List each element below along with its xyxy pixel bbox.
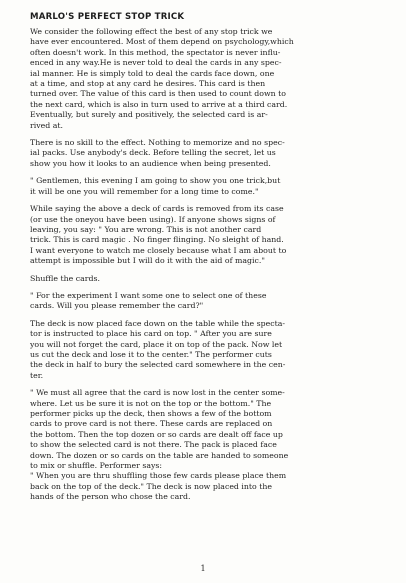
text-line: There is no skill to the effect. Nothing to memorize and no spec- <box>30 138 285 148</box>
text-line: to show the selected card is not there. The pack is placed face <box>30 440 277 450</box>
text-line: back on the top of the deck." The deck is now placed into the <box>30 481 272 491</box>
text-line: to mix or shuffle. Performer says: <box>30 461 163 471</box>
page-number: 1 <box>200 564 206 573</box>
text-line: The deck is now placed face down on the table while the specta- <box>30 318 285 328</box>
text-line: cards to prove card is not there. These cards are replaced on <box>30 419 273 429</box>
paragraph <box>30 204 382 266</box>
paragraph <box>30 291 382 312</box>
text-line: ial manner. He is simply told to deal the cards face down, one <box>30 68 275 78</box>
text-line: " Gentlemen, this evening I am going to show you one trick,but <box>30 176 281 186</box>
text-line: ial packs. Use anybody's deck. Before telling the secret, let us <box>30 148 276 158</box>
paragraph <box>30 274 382 284</box>
text-line: us cut the deck and lose it to the center." The performer cuts <box>30 349 272 359</box>
text-line: hands of the person who chose the card. <box>30 492 191 502</box>
text-line: enced in any way.He is never told to deal the cards in any spec- <box>30 58 282 68</box>
text-line: " We must all agree that the card is now lost in the center some- <box>30 388 285 398</box>
text-line: I want everyone to watch me closely because what I am about to <box>30 245 287 255</box>
text-line: While saying the above a deck of cards is removed from its case <box>30 204 284 214</box>
text-line: ter. <box>30 370 44 380</box>
paragraph <box>30 176 382 197</box>
text-line: you will not forget the card, place it on top of the pack. Now let <box>30 339 283 349</box>
text-line: tor is instructed to place his card on top. " After you are sure <box>30 329 272 339</box>
text-line: show you how it looks to an audience when being presented. <box>30 158 271 168</box>
paragraph <box>30 388 382 502</box>
text-line: turned over. The value of this card is then used to count down to <box>30 89 286 99</box>
text-line: " When you are thru shuffling those few cards please place them <box>30 471 287 481</box>
text-line: We consider the following effect the best of any stop trick we <box>30 27 273 36</box>
paragraph <box>30 138 382 169</box>
text-line: often doesn't work. In this method, the spectator is never influ- <box>30 47 281 57</box>
text-line: attempt is impossible but I will do it with the aid of magic." <box>30 256 265 266</box>
text-line: performer picks up the deck, then shows a few of the bottom <box>30 409 272 418</box>
text-line: the next card, which is also in turn used to arrive at a third card. <box>30 99 288 109</box>
text-line: trick. This is card magic . No finger flinging. No sleight of hand. <box>30 235 284 245</box>
text-line: have ever encountered. Most of them depend on psychology,which <box>30 37 294 47</box>
text-line: (or use the oneyou have been using). If anyone shows signs of <box>30 214 276 224</box>
text-line: where. Let us be sure it is not on the top or the bottom." The <box>30 398 272 408</box>
text-line: " For the experiment I want some one to select one of these <box>30 290 267 300</box>
document-title: MARLO'S PERFECT STOP TRICK <box>30 12 185 22</box>
paragraph <box>30 27 382 131</box>
document-body <box>30 12 382 510</box>
text-line: at a time, and stop at any card he desires. This card is then <box>30 79 266 89</box>
text-line: the deck in half to bury the selected card somewhere in the cen- <box>30 360 286 370</box>
text-line: down. The dozen or so cards on the table are handed to someone <box>30 450 289 460</box>
text-line: rived at. <box>30 120 63 130</box>
text-line: it will be one you will remember for a long time to come." <box>30 186 259 196</box>
text-line: Shuffle the cards. <box>30 273 100 283</box>
text-line: Eventually, but surely and positively, the selected card is ar- <box>30 110 268 120</box>
text-line: leaving, you say: " You are wrong. This is not another card <box>30 224 262 234</box>
paragraph <box>30 319 382 381</box>
paragraph-list <box>30 27 382 503</box>
text-line: cards. Will you please remember the card?" <box>30 301 204 311</box>
text-line: the bottom. Then the top dozen or so cards are dealt off face up <box>30 429 283 439</box>
